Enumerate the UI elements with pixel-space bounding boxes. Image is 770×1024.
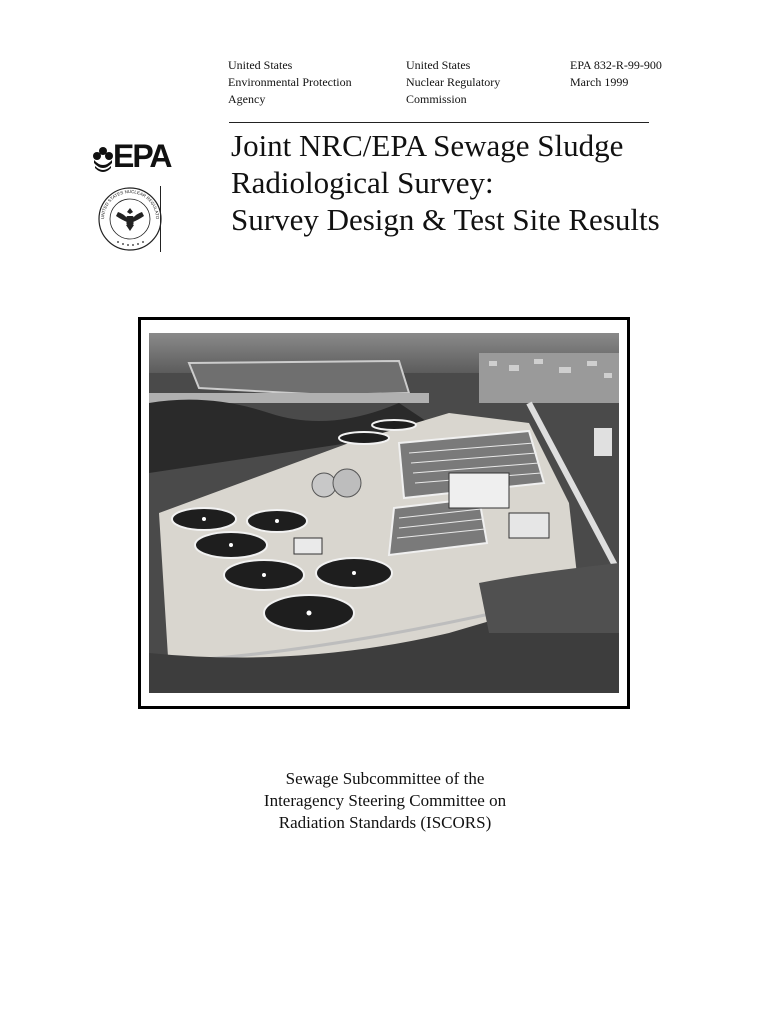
header-epa-line-1: United States [228, 58, 293, 72]
header-nrc-line-3: Commission [406, 92, 467, 106]
cover-photo-frame [138, 317, 630, 709]
title-line-2: Radiological Survey: [231, 165, 494, 200]
header-epa-line-2: Environmental Protection [228, 75, 352, 89]
title-line-3: Survey Design & Test Site Results [231, 202, 660, 237]
title-line-1: Joint NRC/EPA Sewage Sludge [231, 128, 624, 163]
logo-divider [160, 186, 161, 252]
header-epa-line-3: Agency [228, 92, 266, 106]
header-divider [229, 122, 649, 123]
cover-photo [149, 333, 619, 693]
document-date: March 1999 [570, 75, 629, 89]
nrc-seal-icon [96, 184, 164, 254]
epa-wordmark: EPA [113, 138, 171, 174]
caption-line-2: Interagency Steering Committee on [263, 791, 507, 810]
header-nrc-line-1: United States [406, 58, 471, 72]
aerial-plant-photo-icon [149, 333, 619, 693]
caption-line-1: Sewage Subcommittee of the [285, 769, 485, 788]
header-epa-agency [228, 57, 352, 108]
svg-text:UNITED STATES NUCLEAR REGULATO [96, 184, 160, 220]
seal-ring-text: UNITED STATES NUCLEAR REGULATO [99, 188, 161, 220]
header-nrc-line-2: Nuclear Regulatory [406, 75, 501, 89]
caption-committee [185, 768, 585, 834]
header-document-info [570, 57, 662, 91]
document-title [231, 127, 660, 238]
caption-line-3: Radiation Standards (ISCORS) [278, 813, 492, 832]
document-number: EPA 832-R-99-900 [570, 58, 662, 72]
header-nrc-agency [406, 57, 500, 108]
